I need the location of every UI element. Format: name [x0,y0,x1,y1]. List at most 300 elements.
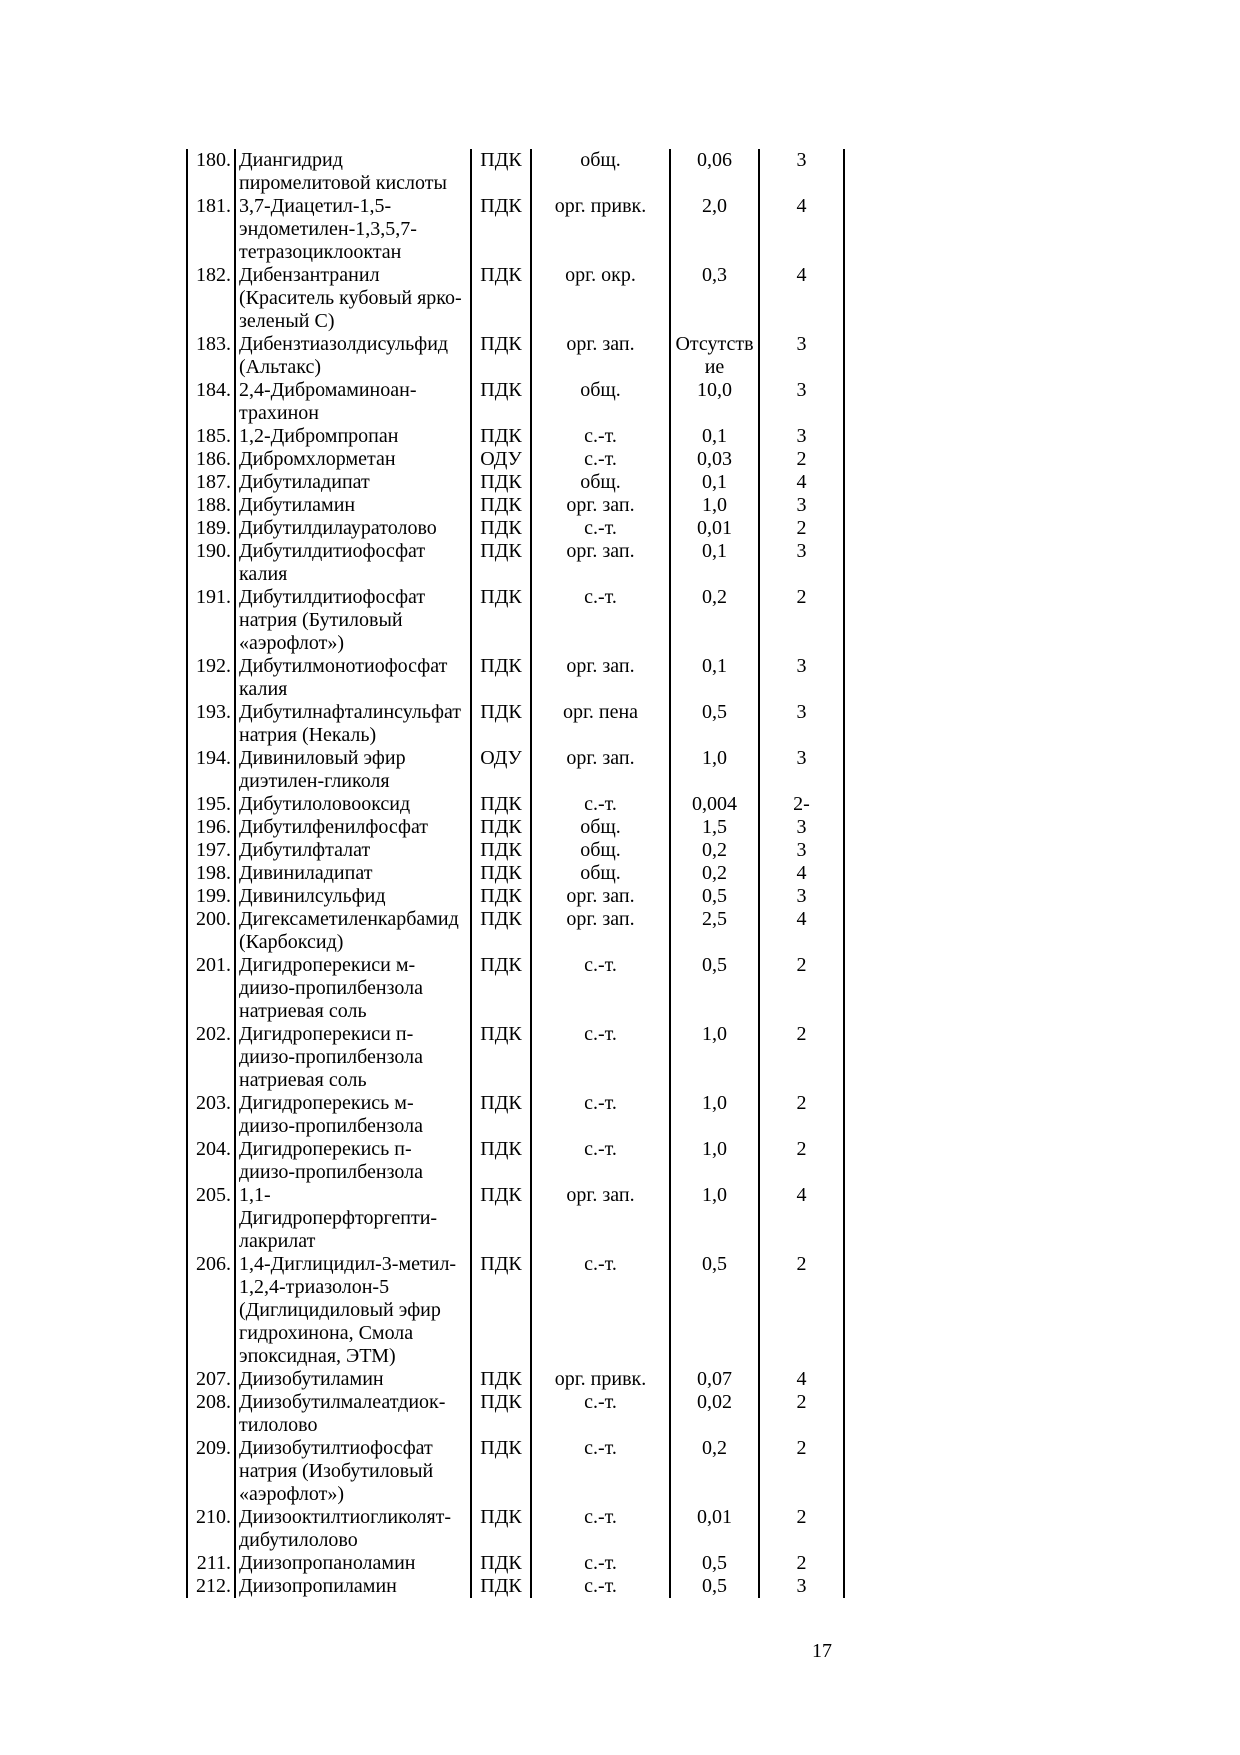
substance-name-line: Дигидроперекись м- [239,1092,414,1114]
row-number: 193. [187,701,235,747]
table-row [187,816,844,839]
norm-value [670,1184,759,1253]
limiting-indicator: с.-т. [531,1506,670,1552]
substance-name-line: тетразоциклооктан [239,241,402,263]
row-number: 194. [187,747,235,793]
norm-type: ПДК [471,333,531,379]
substance-name-line: Диизооктилтиогликолят- [239,1506,452,1528]
limiting-indicator: с.-т. [531,1023,670,1092]
substance-name [235,954,471,1023]
limiting-indicator: орг. зап. [531,747,670,793]
substance-name-line: лакрилат [239,1230,316,1252]
norm-type: ПДК [471,1184,531,1253]
substance-name-line: Диизопропиламин [239,1575,397,1597]
substance-name-line: Дигидроперекиси м- [239,954,416,976]
substance-name [235,471,471,494]
hazard-class: 3 [759,540,844,586]
limiting-indicator: с.-т. [531,1437,670,1506]
substance-name [235,747,471,793]
norm-value-line: 0,5 [702,885,727,907]
norm-type: ПДК [471,793,531,816]
substance-name [235,1437,471,1506]
substance-name-line: (Диглицидиловый эфир [239,1299,441,1321]
hazard-class: 3 [759,839,844,862]
hazard-class: 3 [759,655,844,701]
norm-type: ПДК [471,517,531,540]
limiting-indicator: орг. зап. [531,908,670,954]
limiting-indicator: общ. [531,149,670,195]
substance-name-line: трахинон [239,402,319,424]
substance-name-line: Дибутиладипат [239,471,370,493]
limiting-indicator: орг. окр. [531,264,670,333]
substance-name [235,586,471,655]
norm-value-line: 0,5 [702,1575,727,1597]
limiting-indicator: общ. [531,379,670,425]
norm-type: ПДК [471,701,531,747]
norm-type: ПДК [471,885,531,908]
substance-name [235,264,471,333]
table-row [187,448,844,471]
substance-name-line: пиромелитовой кислоты [239,172,447,194]
norm-value-line: 0,5 [702,1253,727,1275]
substance-name-line: диизо-пропилбензола [239,1046,423,1068]
substances-table [186,149,845,1598]
table-row [187,1092,844,1138]
hazard-class: 3 [759,149,844,195]
row-number: 180. [187,149,235,195]
substance-name-line: диизо-пропилбензола [239,1115,423,1137]
substance-name-line: натриевая соль [239,1000,367,1022]
norm-value-line: 0,1 [702,655,727,677]
norm-value [670,379,759,425]
row-number: 205. [187,1184,235,1253]
norm-value-line: 0,3 [702,264,727,286]
table-row [187,425,844,448]
norm-value [670,885,759,908]
norm-type: ПДК [471,379,531,425]
substance-name-line: Дибутиламин [239,494,356,516]
norm-type: ПДК [471,954,531,1023]
hazard-class: 4 [759,862,844,885]
table-row [187,264,844,333]
norm-type: ПДК [471,816,531,839]
table-row [187,1253,844,1368]
hazard-class: 3 [759,701,844,747]
substance-name-line: Дивинилсульфид [239,885,386,907]
limiting-indicator: с.-т. [531,586,670,655]
norm-value-line: 2,0 [702,195,727,217]
hazard-class: 3 [759,379,844,425]
table-row [187,379,844,425]
norm-type: ПДК [471,1391,531,1437]
norm-value-line: 0,1 [702,425,727,447]
norm-value [670,816,759,839]
row-number: 186. [187,448,235,471]
substance-name-line: натрия (Некаль) [239,724,377,746]
substance-name-line: Дибутилдитиофосфат [239,586,426,608]
row-number: 182. [187,264,235,333]
limiting-indicator: с.-т. [531,954,670,1023]
row-number: 204. [187,1138,235,1184]
table-row [187,747,844,793]
substance-name-line: эндометилен-1,3,5,7- [239,218,417,240]
limiting-indicator: с.-т. [531,448,670,471]
limiting-indicator: с.-т. [531,1253,670,1368]
substance-name [235,448,471,471]
norm-value-line: 0,2 [702,586,727,608]
norm-value-line: 10,0 [697,379,732,401]
hazard-class: 2 [759,1253,844,1368]
norm-value-line: 0,02 [697,1391,732,1413]
norm-value-line: 0,2 [702,862,727,884]
norm-value [670,264,759,333]
row-number: 191. [187,586,235,655]
substance-name [235,1184,471,1253]
norm-value [670,747,759,793]
substance-name [235,701,471,747]
row-number: 189. [187,517,235,540]
row-number: 203. [187,1092,235,1138]
norm-type: ПДК [471,1437,531,1506]
row-number: 211. [187,1552,235,1575]
table-row [187,1552,844,1575]
norm-value-line: 1,0 [702,494,727,516]
norm-value-line: 0,1 [702,540,727,562]
table-row [187,195,844,264]
substance-name [235,1023,471,1092]
hazard-class: 2 [759,517,844,540]
row-number: 187. [187,471,235,494]
substance-name-line: зеленый С) [239,310,335,332]
substance-name-line: Дибутилнафталинсульфат [239,701,462,723]
norm-value-line: 0,5 [702,954,727,976]
norm-value [670,1437,759,1506]
substance-name-line: натриевая соль [239,1069,367,1091]
table-row [187,701,844,747]
substance-name-line: Диизобутилмалеатдиок- [239,1391,446,1413]
norm-type: ПДК [471,1575,531,1598]
norm-value-line: 1,0 [702,1092,727,1114]
row-number: 188. [187,494,235,517]
hazard-class: 4 [759,195,844,264]
limiting-indicator: общ. [531,816,670,839]
norm-type: ПДК [471,586,531,655]
substance-name-line: Дивиниладипат [239,862,373,884]
norm-type: ПДК [471,1506,531,1552]
substance-name-line: Диангидрид [239,149,343,171]
row-number: 185. [187,425,235,448]
limiting-indicator: с.-т. [531,1138,670,1184]
substance-name [235,1391,471,1437]
substance-name-line: 1,2-Дибромпропан [239,425,399,447]
limiting-indicator: орг. зап. [531,540,670,586]
norm-type: ПДК [471,1138,531,1184]
limiting-indicator: общ. [531,862,670,885]
substance-name-line: натрия (Изобутиловый [239,1460,434,1482]
norm-value [670,586,759,655]
limiting-indicator: орг. зап. [531,494,670,517]
limiting-indicator: общ. [531,471,670,494]
substance-name-line: эпоксидная, ЭТМ) [239,1345,396,1367]
norm-type: ПДК [471,839,531,862]
norm-value-line: 1,0 [702,747,727,769]
norm-value-line: 0,2 [702,839,727,861]
substance-name-line: Дибутилдилауратолово [239,517,437,539]
norm-type: ПДК [471,1023,531,1092]
norm-type: ОДУ [471,747,531,793]
hazard-class: 3 [759,333,844,379]
substance-name-line: Дибутилоловооксид [239,793,411,815]
substance-name-line: Дигидроперфторгепти- [239,1207,438,1229]
substance-name [235,195,471,264]
norm-type: ПДК [471,908,531,954]
row-number: 200. [187,908,235,954]
norm-type: ПДК [471,1368,531,1391]
substance-name-line: Диизобутилтиофосфат [239,1437,433,1459]
substance-name [235,333,471,379]
norm-value-line: 1,5 [702,816,727,838]
substance-name [235,839,471,862]
hazard-class: 4 [759,264,844,333]
table-row [187,1575,844,1598]
substance-name-line: 2,4-Дибромаминоан- [239,379,417,401]
limiting-indicator: с.-т. [531,793,670,816]
norm-type: ПДК [471,264,531,333]
hazard-class: 2 [759,1552,844,1575]
hazard-class: 4 [759,908,844,954]
row-number: 201. [187,954,235,1023]
substance-name [235,793,471,816]
norm-value [670,793,759,816]
norm-value-line: 2,5 [702,908,727,930]
norm-value-line: ие [704,356,725,378]
hazard-class: 2 [759,1437,844,1506]
substance-name-line: калия [239,678,288,700]
substance-name-line: Дибутилфенилфосфат [239,816,429,838]
substance-name [235,1506,471,1552]
row-number: 181. [187,195,235,264]
norm-value [670,908,759,954]
limiting-indicator: с.-т. [531,517,670,540]
substance-name-line: дибутилолово [239,1529,358,1551]
table-row [187,655,844,701]
norm-type: ПДК [471,494,531,517]
norm-value [670,1506,759,1552]
hazard-class: 2 [759,448,844,471]
substance-name-line: Диизопропаноламин [239,1552,416,1574]
norm-value [670,540,759,586]
norm-value [670,954,759,1023]
row-number: 197. [187,839,235,862]
substance-name-line: 1,1- [239,1184,271,1206]
hazard-class: 2 [759,954,844,1023]
row-number: 208. [187,1391,235,1437]
substance-name [235,816,471,839]
limiting-indicator: с.-т. [531,1575,670,1598]
substance-name-line: «аэрофлот») [239,1483,345,1505]
substance-name-line: натрия (Бутиловый [239,609,403,631]
limiting-indicator: орг. привк. [531,195,670,264]
hazard-class: 2 [759,1506,844,1552]
table-row [187,333,844,379]
substance-name-line: Дигексаметиленкарбамид [239,908,459,930]
limiting-indicator: орг. зап. [531,1184,670,1253]
limiting-indicator: орг. зап. [531,333,670,379]
substance-name-line: 3,7-Диацетил-1,5- [239,195,392,217]
norm-type: ПДК [471,655,531,701]
substance-name-line: Дибутилдитиофосфат [239,540,426,562]
hazard-class: 3 [759,1575,844,1598]
norm-value-line: 1,0 [702,1023,727,1045]
norm-value [670,1023,759,1092]
limiting-indicator: орг. пена [531,701,670,747]
norm-value-line: 0,004 [692,793,737,815]
row-number: 209. [187,1437,235,1506]
norm-type: ПДК [471,1092,531,1138]
hazard-class: 2 [759,1391,844,1437]
table-row [187,885,844,908]
table-row [187,1506,844,1552]
row-number: 198. [187,862,235,885]
norm-value-line: 0,03 [697,448,732,470]
table-row [187,1184,844,1253]
table-row [187,1437,844,1506]
norm-value [670,1552,759,1575]
substance-name [235,379,471,425]
row-number: 202. [187,1023,235,1092]
limiting-indicator: с.-т. [531,1092,670,1138]
row-number: 184. [187,379,235,425]
table-row [187,1368,844,1391]
norm-value [670,839,759,862]
substance-name [235,655,471,701]
row-number: 195. [187,793,235,816]
norm-value [670,517,759,540]
norm-value-line: 1,0 [702,1138,727,1160]
hazard-class: 2 [759,586,844,655]
substance-name-line: (Карбоксид) [239,931,344,953]
norm-type: ПДК [471,1552,531,1575]
substance-name [235,517,471,540]
substance-name [235,425,471,448]
norm-type: ОДУ [471,448,531,471]
substance-name [235,149,471,195]
substance-name-line: Дибутилмонотиофосфат [239,655,448,677]
norm-value [670,1575,759,1598]
norm-value [670,448,759,471]
norm-value [670,333,759,379]
substance-name-line: Дибутилфталат [239,839,371,861]
row-number: 210. [187,1506,235,1552]
substance-name-line: 1,4-Диглицидил-3-метил- [239,1253,457,1275]
table-row [187,494,844,517]
hazard-class: 3 [759,494,844,517]
table-row [187,793,844,816]
norm-value [670,1391,759,1437]
substance-name-line: Дибромхлорметан [239,448,396,470]
substance-name-line: калия [239,563,288,585]
limiting-indicator: с.-т. [531,425,670,448]
substance-name-line: (Альтакс) [239,356,322,378]
norm-value-line: 0,5 [702,1552,727,1574]
norm-value [670,701,759,747]
substance-name [235,494,471,517]
hazard-class: 3 [759,816,844,839]
limiting-indicator: с.-т. [531,1391,670,1437]
table-row [187,954,844,1023]
row-number: 196. [187,816,235,839]
table-row [187,149,844,195]
row-number: 190. [187,540,235,586]
substance-name-line: Дигидроперекиси п- [239,1023,414,1045]
norm-type: ПДК [471,471,531,494]
hazard-class: 2 [759,1023,844,1092]
table-row [187,1138,844,1184]
substance-name-line: Дибензантранил [239,264,380,286]
norm-value-line: 0,2 [702,1437,727,1459]
table-row [187,517,844,540]
norm-value [670,471,759,494]
row-number: 206. [187,1253,235,1368]
norm-type: ПДК [471,149,531,195]
substance-name [235,908,471,954]
substance-name [235,1092,471,1138]
norm-value [670,862,759,885]
hazard-class: 2 [759,1138,844,1184]
hazard-class: 3 [759,747,844,793]
substance-name [235,1138,471,1184]
row-number: 192. [187,655,235,701]
norm-value-line: 0,06 [697,149,732,171]
substance-name-line: диэтилен-гликоля [239,770,390,792]
substance-name-line: Дивиниловый эфир [239,747,406,769]
substance-name [235,540,471,586]
norm-value [670,494,759,517]
substance-name-line: (Краситель кубовый ярко- [239,287,462,309]
norm-type: ПДК [471,862,531,885]
hazard-class: 2 [759,1092,844,1138]
substance-name-line: Дигидроперекись п- [239,1138,412,1160]
norm-value-line: 1,0 [702,1184,727,1206]
substance-name-line: диизо-пропилбензола [239,1161,423,1183]
row-number: 212. [187,1575,235,1598]
table-row [187,839,844,862]
substance-name-line: Дибензтиазолдисульфид [239,333,449,355]
substance-name-line: «аэрофлот») [239,632,345,654]
norm-value [670,1138,759,1184]
hazard-class: 3 [759,885,844,908]
hazard-class: 4 [759,1184,844,1253]
row-number: 207. [187,1368,235,1391]
norm-type: ПДК [471,1253,531,1368]
table-body [187,149,844,1598]
norm-type: ПДК [471,425,531,448]
norm-value [670,1253,759,1368]
substance-name-line: Диизобутиламин [239,1368,384,1390]
norm-type: ПДК [471,540,531,586]
norm-value-line: 0,5 [702,701,727,723]
substance-name-line: диизо-пропилбензола [239,977,423,999]
norm-value-line: 0,01 [697,517,732,539]
substance-name-line: гидрохинона, Смола [239,1322,414,1344]
norm-value-line: 0,07 [697,1368,732,1390]
norm-type: ПДК [471,195,531,264]
table-row [187,1391,844,1437]
substance-name [235,1368,471,1391]
hazard-class: 4 [759,471,844,494]
norm-value [670,195,759,264]
norm-value-line: 0,01 [697,1506,732,1528]
